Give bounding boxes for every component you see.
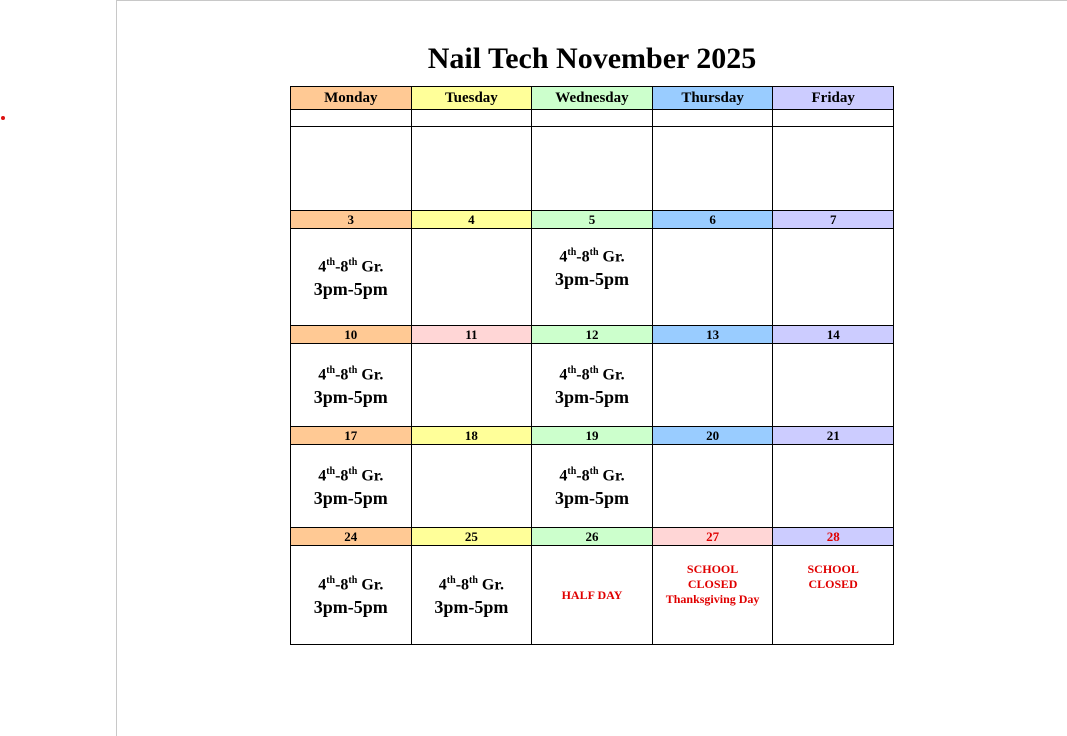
session-cell (532, 344, 653, 427)
weekday-header-row (291, 87, 894, 110)
blank-week-row (291, 127, 894, 211)
date-cell-holiday: 27 (652, 528, 773, 546)
empty-day-cell (652, 445, 773, 528)
date-cell: 6 (652, 211, 773, 229)
blank-cell (773, 110, 894, 127)
grade-label: 4th-8th Gr. (559, 247, 625, 266)
date-cell: 11 (411, 326, 532, 344)
session-time: 3pm-5pm (313, 387, 388, 408)
half-day-note: HALF DAY (561, 587, 623, 602)
blank-cell (411, 110, 532, 127)
header-tuesday: Tuesday (411, 87, 532, 110)
week-4-body-row (291, 546, 894, 645)
session-cell (291, 344, 412, 427)
empty-day-cell (652, 127, 773, 211)
week-3-body-row (291, 445, 894, 528)
empty-day-cell (411, 229, 532, 326)
blank-row (291, 110, 894, 127)
margin-marker (1, 116, 5, 120)
grade-label: 4th-8th Gr. (559, 465, 625, 485)
date-cell: 12 (532, 326, 653, 344)
week-1-body-row (291, 229, 894, 326)
school-closed-line-1: SCHOOL (686, 562, 739, 576)
left-margin (0, 0, 116, 736)
school-closed-cell (773, 546, 894, 645)
empty-day-cell (773, 127, 894, 211)
grade-label: 4th-8th Gr. (318, 256, 384, 276)
week-1-date-row (291, 211, 894, 229)
session-cell (532, 229, 653, 326)
grade-label: 4th-8th Gr. (559, 364, 625, 384)
date-cell-holiday: 28 (773, 528, 894, 546)
calendar-title: Nail Tech November 2025 (427, 42, 757, 75)
header-monday: Monday (291, 87, 412, 110)
date-cell: 25 (411, 528, 532, 546)
date-cell: 17 (291, 427, 412, 445)
session-cell (291, 445, 412, 528)
grade-label: 4th-8th Gr. (318, 364, 384, 384)
session-time: 3pm-5pm (313, 488, 388, 509)
week-3-date-row (291, 427, 894, 445)
blank-cell (652, 110, 773, 127)
date-cell: 24 (291, 528, 412, 546)
school-closed-line-1: SCHOOL (807, 562, 859, 576)
empty-day-cell (652, 344, 773, 427)
date-cell: 14 (773, 326, 894, 344)
empty-day-cell (411, 445, 532, 528)
session-time: 3pm-5pm (313, 597, 388, 618)
week-2-date-row (291, 326, 894, 344)
date-cell: 13 (652, 326, 773, 344)
session-time: 3pm-5pm (554, 488, 629, 509)
blank-cell (291, 110, 412, 127)
empty-day-cell (411, 127, 532, 211)
empty-day-cell (773, 229, 894, 326)
empty-day-cell (411, 344, 532, 427)
date-cell: 19 (532, 427, 653, 445)
date-cell: 4 (411, 211, 532, 229)
week-4-date-row (291, 528, 894, 546)
empty-day-cell (652, 229, 773, 326)
empty-day-cell (532, 127, 653, 211)
session-time: 3pm-5pm (313, 279, 388, 300)
date-cell: 18 (411, 427, 532, 445)
grade-label: 4th-8th Gr. (318, 574, 384, 594)
session-time: 3pm-5pm (554, 269, 629, 290)
blank-cell (532, 110, 653, 127)
date-cell: 3 (291, 211, 412, 229)
grade-label: 4th-8th Gr. (438, 574, 504, 594)
empty-day-cell (291, 127, 412, 211)
school-closed-cell (652, 546, 773, 645)
grade-label: 4th-8th Gr. (318, 465, 384, 485)
empty-day-cell (773, 445, 894, 528)
thanksgiving-note: Thanksgiving Day (665, 592, 760, 606)
school-closed-line-2: CLOSED (687, 577, 738, 591)
week-2-body-row (291, 344, 894, 427)
session-cell (532, 445, 653, 528)
header-wednesday: Wednesday (532, 87, 653, 110)
date-cell: 26 (532, 528, 653, 546)
date-cell: 7 (773, 211, 894, 229)
calendar-table (290, 86, 894, 645)
session-time: 3pm-5pm (554, 387, 629, 408)
date-cell: 5 (532, 211, 653, 229)
date-cell: 21 (773, 427, 894, 445)
school-closed-line-2: CLOSED (808, 577, 858, 591)
half-day-cell (532, 546, 653, 645)
date-cell: 20 (652, 427, 773, 445)
session-cell (291, 229, 412, 326)
session-cell (291, 546, 412, 645)
date-cell: 10 (291, 326, 412, 344)
session-cell (411, 546, 532, 645)
header-thursday: Thursday (652, 87, 773, 110)
session-time: 3pm-5pm (434, 597, 509, 618)
header-friday: Friday (773, 87, 894, 110)
empty-day-cell (773, 344, 894, 427)
